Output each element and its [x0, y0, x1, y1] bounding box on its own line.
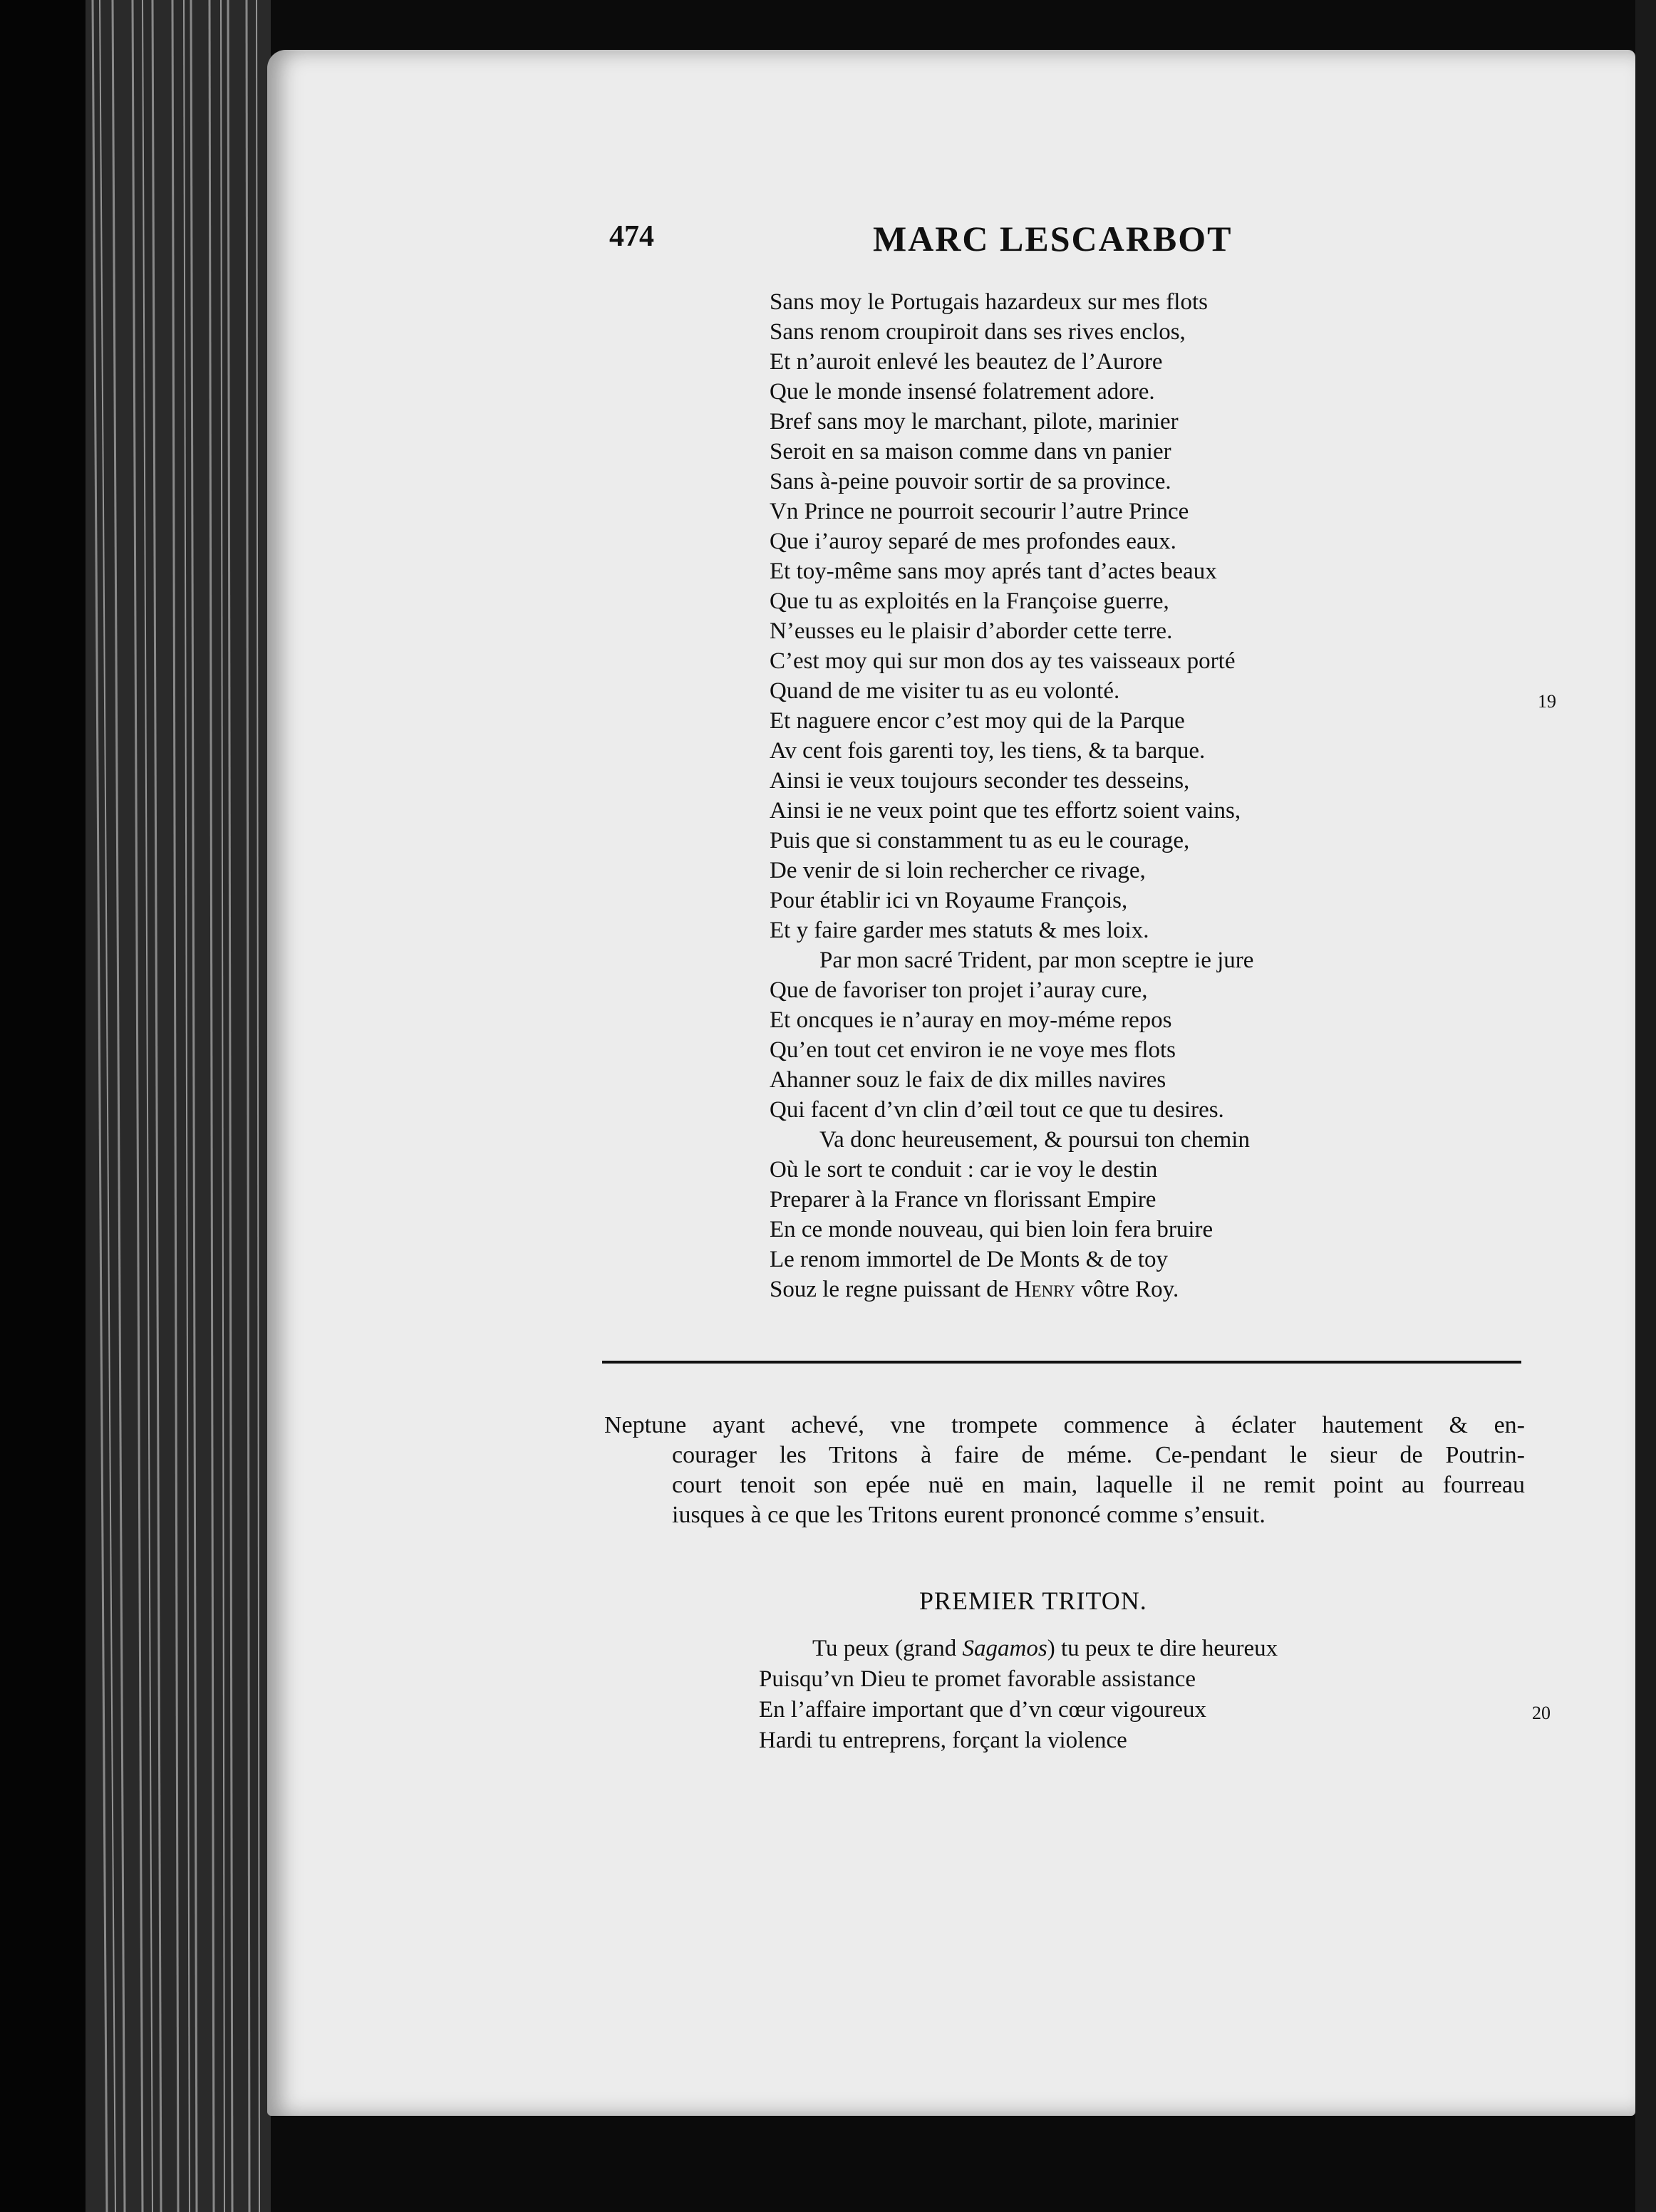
verse-line: Et n’auroit enlevé les beautez de l’Aurore — [770, 349, 1163, 375]
verse-line: Sans à-peine pouvoir sortir de sa province. — [770, 469, 1171, 494]
running-head: MARC LESCARBOT — [873, 219, 1233, 259]
verse-line: Puisqu’vn Dieu te promet favorable assistance — [759, 1666, 1196, 1692]
triton-heading: PREMIER TRITON. — [919, 1587, 1147, 1615]
verse-line: Ahanner souz le faix de dix milles navires — [770, 1067, 1166, 1093]
sagamos-word: Sagamos — [962, 1636, 1047, 1661]
verse-line: Vn Prince ne pourroit secourir l’autre Prince — [770, 499, 1189, 524]
verse-line: Va donc heureusement, & poursui ton chemin — [819, 1127, 1250, 1153]
verse-line: Et toy-même sans moy aprés tant d’actes beaux — [770, 559, 1217, 584]
verse-line: Que i’auroy separé de mes profondes eaux. — [770, 529, 1176, 554]
verse-text: Souz le regne puissant de — [770, 1277, 1015, 1302]
verse-line: Puis que si constamment tu as eu le courage, — [770, 828, 1190, 853]
verse-line: Ainsi ie ne veux point que tes effortz soient vains, — [770, 798, 1241, 824]
verse-line: Bref sans moy le marchant, pilote, marinier — [770, 409, 1179, 435]
verse-line: Preparer à la France vn florissant Empire — [770, 1187, 1156, 1213]
verse-line: Et naguere encor c’est moy qui de la Parque — [770, 708, 1185, 734]
verse-line: Le renom immortel de De Monts & de toy — [770, 1247, 1169, 1272]
stage-direction-line: Neptune ayant achevé, vne trompete commence à éclater hautement & en- — [604, 1412, 1525, 1438]
verse-line: Qu’en tout cet environ ie ne voye mes flots — [770, 1037, 1176, 1063]
stage-direction-line: courager les Tritons à faire de méme. Ce-pendant le sieur de Poutrin- — [672, 1442, 1525, 1468]
line-number: 20 — [1532, 1703, 1551, 1723]
verse-line: En ce monde nouveau, qui bien loin fera bruire — [770, 1217, 1213, 1242]
verse-line: N’eusses eu le plaisir d’aborder cette terre. — [770, 618, 1173, 644]
verse-line-last — [770, 1274, 1179, 1304]
king-name: Henry — [1014, 1277, 1075, 1302]
line-number: 19 — [1538, 691, 1556, 712]
verse-text: Tu peux (grand — [812, 1636, 963, 1661]
verse-line: Que de favoriser ton projet i’auray cure, — [770, 977, 1148, 1003]
verse-line: Sans renom croupiroit dans ses rives enclos, — [770, 319, 1186, 345]
verse-line: Que le monde insensé folatrement adore. — [770, 379, 1155, 405]
verse-line — [812, 1634, 1278, 1663]
verse-line: Qui facent d’vn clin d’œil tout ce que tu desires. — [770, 1097, 1224, 1123]
verse-line: Et oncques ie n’auray en moy-méme repos — [770, 1007, 1172, 1033]
page-number: 474 — [609, 220, 654, 253]
verse-line: Hardi tu entreprens, forçant la violence — [759, 1728, 1127, 1753]
verse-line: Que tu as exploités en la Françoise guerre, — [770, 588, 1169, 614]
verse-line: Ainsi ie veux toujours seconder tes desseins, — [770, 768, 1190, 794]
verse-line: C’est moy qui sur mon dos ay tes vaisseaux porté — [770, 648, 1236, 674]
stage-direction-line: court tenoit son epée nuë en main, laquelle il ne remit point au fourreau — [672, 1472, 1525, 1498]
verse-line: Où le sort te conduit : car ie voy le destin — [770, 1157, 1158, 1183]
verse-line: Seroit en sa maison comme dans vn panier — [770, 439, 1171, 464]
verse-line: Sans moy le Portugais hazardeux sur mes flots — [770, 289, 1208, 315]
verse-line: Pour établir ici vn Royaume François, — [770, 888, 1128, 913]
stage-direction-line: iusques à ce que les Tritons eurent prononcé comme s’ensuit. — [672, 1502, 1266, 1528]
verse-line: Av cent fois garenti toy, les tiens, & ta barque. — [770, 738, 1206, 764]
verse-line: Quand de me visiter tu as eu volonté. — [770, 678, 1120, 704]
verse-line: En l’affaire important que d’vn cœur vigoureux — [759, 1697, 1207, 1723]
verse-line: Et y faire garder mes statuts & mes loix. — [770, 918, 1149, 943]
verse-line: De venir de si loin rechercher ce rivage, — [770, 858, 1146, 883]
verse-text: ) tu peux te dire heureux — [1047, 1636, 1278, 1661]
book-page-edges — [0, 0, 285, 2212]
verse-text: vôtre Roy. — [1075, 1277, 1179, 1302]
verse-line: Par mon sacré Trident, par mon sceptre ie jure — [819, 947, 1254, 973]
stage-direction — [604, 1411, 1525, 1530]
section-divider — [602, 1361, 1521, 1364]
